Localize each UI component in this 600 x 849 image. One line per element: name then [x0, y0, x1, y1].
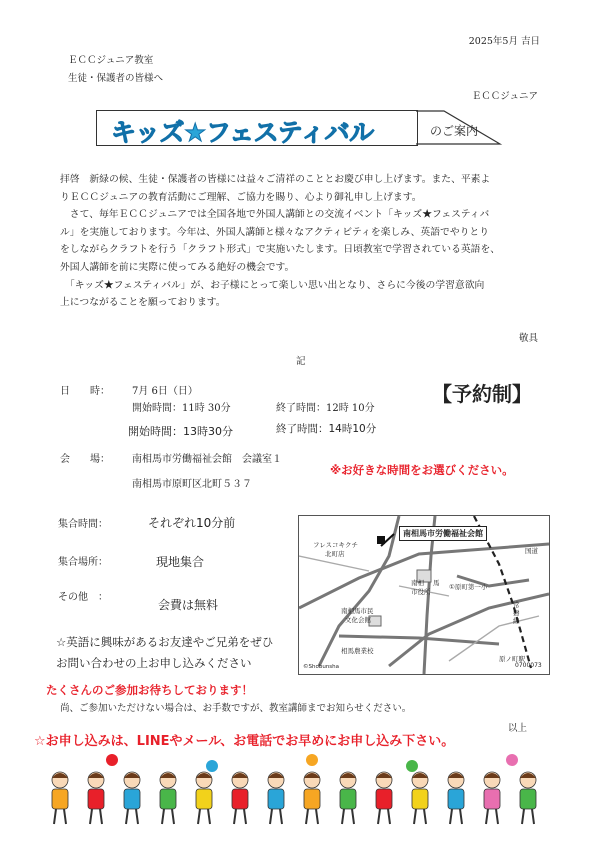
date-value: 7月 6日（日）: [132, 386, 198, 397]
ijou-mark: 以上: [508, 723, 528, 734]
kid-figure: [52, 772, 68, 824]
kids-parade-illustration: [42, 750, 552, 828]
kid-figure: [304, 772, 320, 824]
other-label: その他 ：: [58, 592, 108, 603]
map-label: 馬: [433, 579, 440, 587]
banner-suffix: のご案内: [430, 124, 479, 138]
body-line: をしながらクラフトを行う「クラフト形式」で実施いたします。日頃教室で学習されている英語を、: [60, 244, 501, 256]
recipients: 生徒・保護者の皆様へ: [68, 73, 164, 84]
kid-figure: [376, 772, 392, 824]
body-line: 上につながることを願っております。: [60, 297, 226, 309]
invite-line-1: ☆英語に興味があるお友達やご兄弟をぜひ: [56, 635, 274, 649]
body-line: 外国人講師を前に実際に使ってみる絶好の機会です。: [60, 261, 295, 273]
map-label: 相馬農業校: [341, 647, 374, 655]
body-line: 拝啓 新緑の候、生徒・保護者の皆様には益々ご清祥のこととお慶び申し上げます。また、平素よ: [60, 174, 491, 185]
kid-figure: [484, 772, 500, 824]
sender: ＥＣＣジュニア: [471, 91, 538, 102]
greeting-paragraphs: [60, 171, 550, 312]
body-line: りＥＣＣジュニアの教育活動にご理解、ご協力を賜り、心より御礼申し上げます。: [60, 191, 422, 203]
kid-figure: [268, 772, 284, 824]
kid-figure: [160, 772, 176, 824]
meet-place-label: 集合場所：: [58, 557, 108, 568]
choose-time-note: ※お好きな時間をお選びください。: [330, 463, 514, 477]
fee-note: 会費は無料: [158, 598, 219, 612]
kid-figure: [448, 772, 464, 824]
apply-note: ☆お申し込みは、LINEやメール、お電話でお早めにお申し込み下さい。: [34, 734, 455, 749]
date-label: 日 時：: [60, 386, 110, 397]
school-name: ＥＣＣジュニア教室: [68, 55, 154, 66]
map-label: 市役所: [411, 588, 431, 596]
map-main-label: 南相馬市労働福祉会館: [399, 526, 487, 541]
map-label: 原ノ町駅: [499, 655, 525, 663]
title-banner: [96, 110, 516, 146]
invite-line-2: お問い合わせの上お申し込みください: [56, 656, 252, 670]
welcome-note: たくさんのご参加お待ちしております！: [46, 683, 253, 697]
kid-figure: [412, 772, 428, 824]
balloon: [506, 754, 518, 766]
map-label: 磐: [513, 609, 520, 617]
map-label: 南相: [411, 579, 424, 587]
balloon: [406, 760, 418, 772]
map-label: ①原町第一小: [449, 583, 488, 591]
map-label: 線: [513, 617, 520, 625]
meet-time: それぞれ10分前: [148, 516, 236, 530]
document-date: 2025年5月 吉日: [468, 36, 540, 47]
banner-title: キッズ★フェスティバル: [111, 118, 374, 147]
venue-address: 南相馬市原町区北町５３７: [132, 479, 252, 490]
banner-frame: [96, 110, 418, 146]
kid-figure: [340, 772, 356, 824]
venue-label: 会 場：: [60, 454, 110, 465]
absence-note: 尚、ご参加いただけない場合は、お手数ですが、教室講師までお知らせください。: [60, 703, 412, 714]
kid-figure: [196, 772, 212, 824]
meet-time-label: 集合時間：: [58, 519, 108, 530]
map-label: 南相馬市民: [341, 607, 374, 615]
location-map: [298, 515, 550, 675]
map-label: フレスコキクチ: [313, 541, 359, 549]
start-time-1: 開始時間：11時 30分: [132, 403, 231, 414]
kid-figure: [88, 772, 104, 824]
body-line: さて、毎年ＥＣＣジュニアでは全国各地で外国人講師との交流イベント「キッズ★フェスティバ: [60, 209, 490, 221]
balloon: [206, 760, 218, 772]
end-time-2: 終了時間：14時10分: [276, 423, 377, 435]
balloon: [106, 754, 118, 766]
reservation-badge: 【予約制】: [432, 382, 532, 406]
map-label: 文化会館: [345, 616, 371, 624]
map-label: 国道: [525, 547, 538, 555]
kid-figure: [520, 772, 536, 824]
meet-place: 現地集合: [156, 555, 205, 569]
venue-name: 南相馬市労働福祉会館 会議室１: [132, 454, 282, 465]
map-label: 常: [513, 601, 520, 609]
map-code: 0700073: [515, 662, 542, 669]
start-time-2: 開始時間：13時30分: [128, 425, 233, 438]
body-line: ル」を実施しております。今年は、外国人講師と様々なアクティビティを楽しみ、英語でやりとり: [60, 226, 490, 238]
kids-svg: [42, 750, 552, 828]
balloon: [306, 754, 318, 766]
closing: 敬具: [518, 333, 538, 344]
map-credit: ©Shobunsha: [303, 664, 340, 670]
map-label: 北町店: [325, 550, 345, 558]
ki-mark: 記: [296, 356, 306, 367]
kid-figure: [124, 772, 140, 824]
body-line: 「キッズ★フェスティバル」が、お子様にとって楽しい思い出となり、さらに今後の学習意欲向: [60, 279, 485, 291]
end-time-1: 終了時間：12時 10分: [276, 403, 375, 414]
kid-figure: [232, 772, 248, 824]
